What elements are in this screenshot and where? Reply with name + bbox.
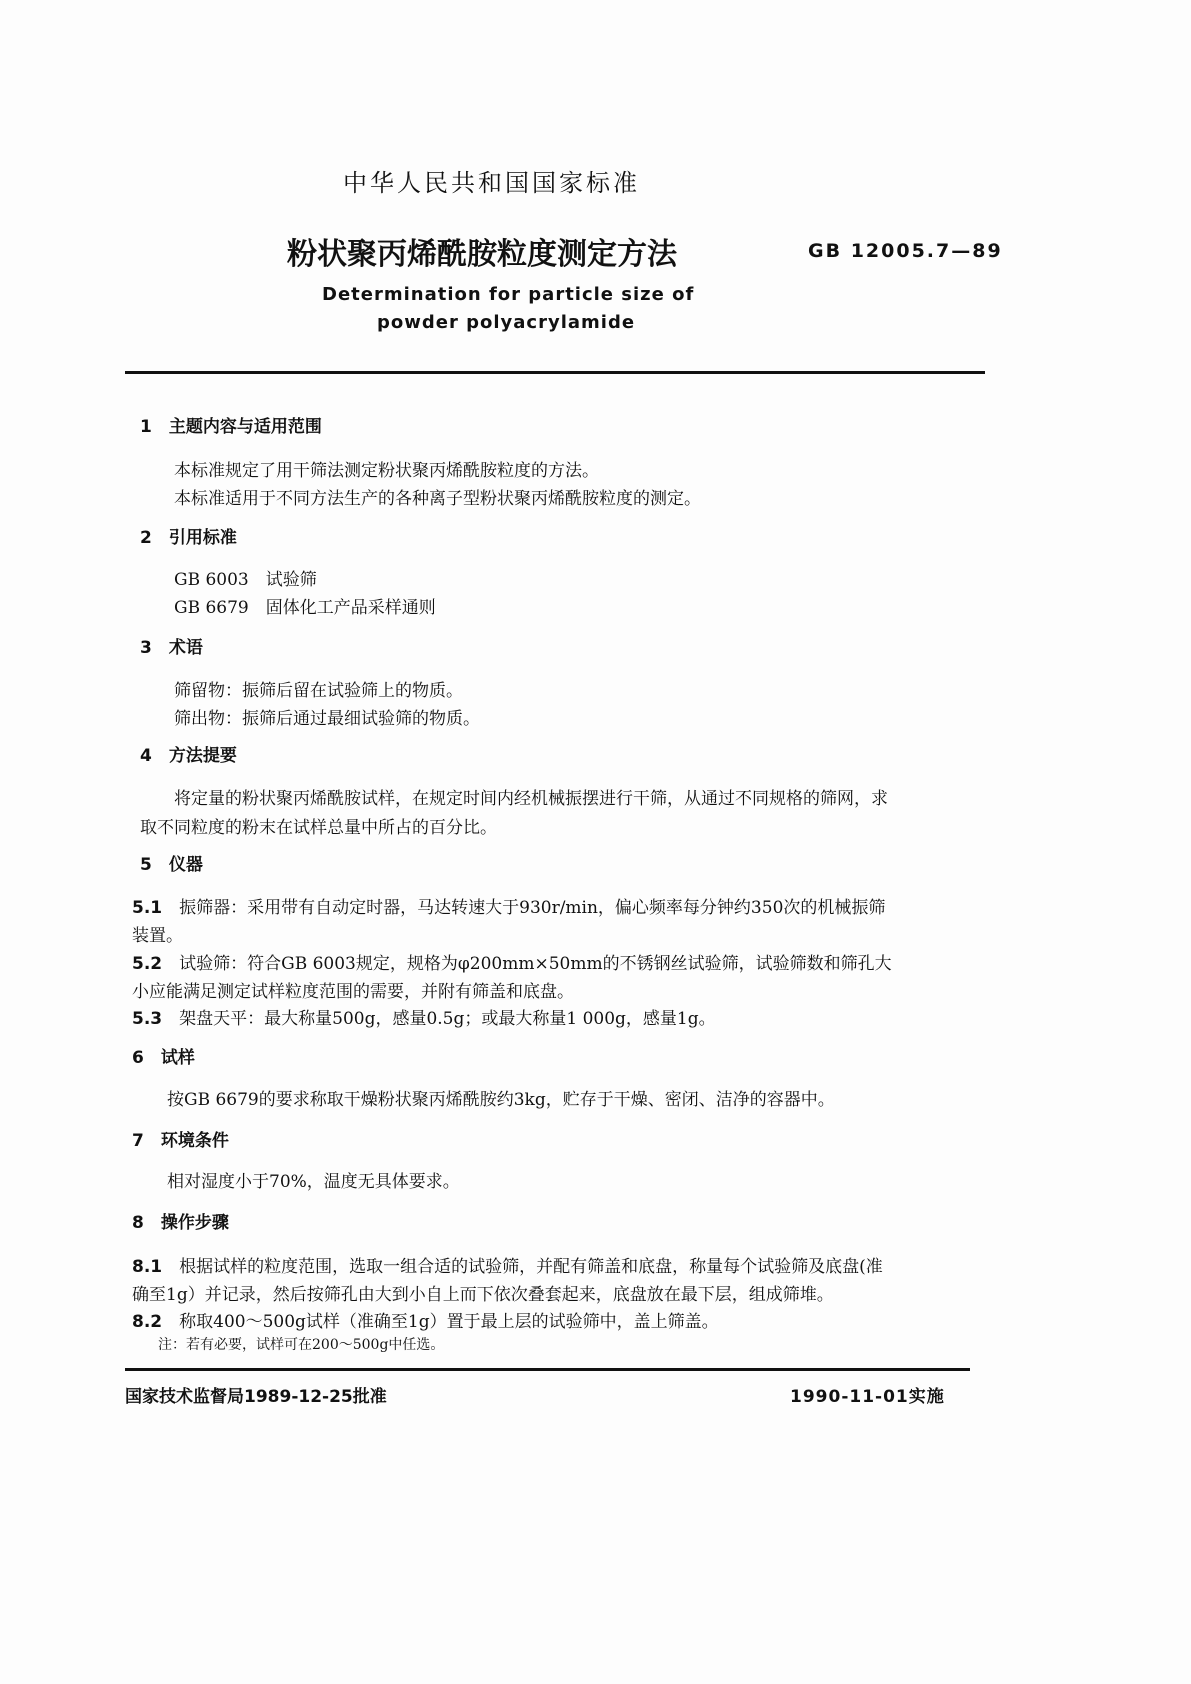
body-line: 本标准规定了用干筛法测定粉状聚丙烯酰胺粒度的方法。 [174,461,599,481]
body-line: 确至1g）并记录，然后按筛孔由大到小自上而下依次叠套起来，底盘放在最下层，组成筛堆。 [132,1285,834,1305]
body-line: 相对湿度小于70%，温度无具体要求。 [167,1172,460,1192]
clause-8-2: 8.2 称取400～500g试样（准确至1g）置于最上层的试验筛中，盖上筛盖。 [132,1312,719,1332]
body-line: 筛留物：振筛后留在试验筛上的物质。 [174,681,463,701]
body-line: 筛出物：振筛后通过最细试验筛的物质。 [174,709,480,729]
approval-date: 国家技术监督局1989-12-25批准 [125,1387,387,1407]
english-title-1: Determination for particle size of [322,284,695,305]
reference-item: GB 6679 固体化工产品采样通则 [174,598,436,618]
body-line: 将定量的粉状聚丙烯酰胺试样，在规定时间内经机械振摆进行干筛，从通过不同规格的筛网，求 [174,789,888,809]
body-line: 本标准适用于不同方法生产的各种离子型粉状聚丙烯酰胺粒度的测定。 [174,489,701,509]
section-5-heading: 5 仪器 [140,855,203,875]
section-1-heading: 1 主题内容与适用范围 [140,417,322,437]
body-line: 装置。 [132,926,183,946]
body-line: 取不同粒度的粉末在试样总量中所占的百分比。 [140,818,497,838]
note: 注：若有必要，试样可在200～500g中任选。 [158,1337,445,1353]
english-title-2: powder polyacrylamide [377,312,636,333]
top-rule [125,371,985,374]
clause-5-2: 5.2 试验筛：符合GB 6003规定，规格为φ200mm×50mm的不锈钢丝试验筛，试验筛数和筛孔大 [132,954,892,974]
standard-code: GB 12005.7—89 [808,240,1003,262]
body-line: 小应能满足测定试样粒度范围的需要，并附有筛盖和底盘。 [132,982,574,1002]
clause-5-1: 5.1 振筛器：采用带有自动定时器，马达转速大于930r/min，偏心频率每分钟约350次的机械振筛 [132,898,886,918]
section-8-heading: 8 操作步骤 [132,1213,229,1233]
clause-5-3: 5.3 架盘天平：最大称量500g，感量0.5g；或最大称量1 000g，感量1g。 [132,1009,716,1029]
section-3-heading: 3 术语 [140,638,203,658]
section-7-heading: 7 环境条件 [132,1131,229,1151]
national-standard-label: 中华人民共和国国家标准 [343,169,640,197]
reference-item: GB 6003 试验筛 [174,570,317,590]
bottom-rule [125,1368,970,1371]
body-line: 按GB 6679的要求称取干燥粉状聚丙烯酰胺约3kg，贮存于干燥、密闭、洁净的容器中。 [167,1090,835,1110]
document-title: 粉状聚丙烯酰胺粒度测定方法 [287,237,677,272]
clause-8-1: 8.1 根据试样的粒度范围，选取一组合适的试验筛，并配有筛盖和底盘，称量每个试验筛及底盘(准 [132,1257,883,1277]
section-2-heading: 2 引用标准 [140,528,237,548]
effective-date: 1990-11-01实施 [790,1387,945,1407]
section-6-heading: 6 试样 [132,1048,195,1068]
section-4-heading: 4 方法提要 [140,746,237,766]
